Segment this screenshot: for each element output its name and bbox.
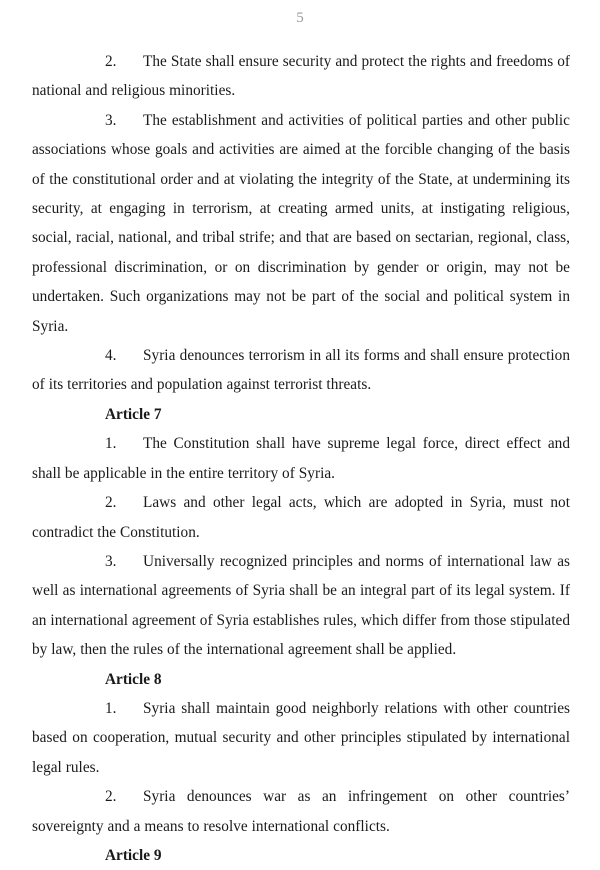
paragraph-text: Syria denounces terrorism in all its forms and shall ensure protection of its territories and population against terrorist threats.: [32, 347, 570, 394]
paragraph-number: 2.: [105, 494, 117, 512]
paragraph-text: Syria denounces war as an infringement on other countries’ sovereignty and a means to resolve international conflicts.: [32, 788, 570, 835]
paragraph-number: 3.: [105, 552, 117, 570]
numbered-paragraph: [32, 488, 570, 547]
paragraph-number: 4.: [105, 347, 117, 365]
paragraph-text: The Constitution shall have supreme legal force, direct effect and shall be applicable in the entire territory of Syria.: [32, 435, 570, 482]
document-body: [32, 47, 570, 870]
numbered-paragraph: [32, 47, 570, 106]
paragraph-text: Syria shall maintain good neighborly relations with other countries based on cooperation, mutual security and other principles stipulated by international legal rules.: [32, 699, 570, 776]
numbered-paragraph: [32, 341, 570, 400]
article-heading: Article 7: [105, 405, 162, 423]
numbered-paragraph: [32, 429, 570, 488]
article-heading: Article 8: [105, 670, 162, 688]
article-heading: Article 9: [105, 846, 162, 864]
paragraph-number: 2.: [105, 788, 117, 806]
numbered-paragraph: [32, 694, 570, 782]
numbered-paragraph: [32, 782, 570, 841]
paragraph-number: 1.: [105, 699, 117, 717]
paragraph-text: The State shall ensure security and protect the rights and freedoms of national and religious minorities.: [32, 53, 570, 100]
paragraph-text: The establishment and activities of political parties and other public associations whose goals and activities are aimed at the forcible changing of the basis of the constitutional order and at violating the integrity of the State, at undermining its security, at engaging in terrorism, at creating armed units, at instigating religious, social, racial, national, and tribal strife; and that are based on sectarian, regional, class, professional discrimination, or on discrimination by gender or origin, may not be undertaken. Such organizations may not be part of the social and political system in Syria.: [32, 111, 570, 335]
paragraph-text: Universally recognized principles and norms of international law as well as international agreements of Syria shall be an integral part of its legal system. If an international agreement of Syria establishes rules, which differ from those stipulated by law, then the rules of the international agreement shall be applied.: [32, 552, 570, 659]
numbered-paragraph: [32, 106, 570, 341]
paragraph-number: 3.: [105, 111, 117, 129]
paragraph-number: 2.: [105, 53, 117, 70]
paragraph-number: 1.: [105, 435, 117, 453]
paragraph-text: Laws and other legal acts, which are adopted in Syria, must not contradict the Constitution.: [32, 494, 570, 541]
page-number: 5: [296, 10, 304, 26]
numbered-paragraph: [32, 547, 570, 665]
